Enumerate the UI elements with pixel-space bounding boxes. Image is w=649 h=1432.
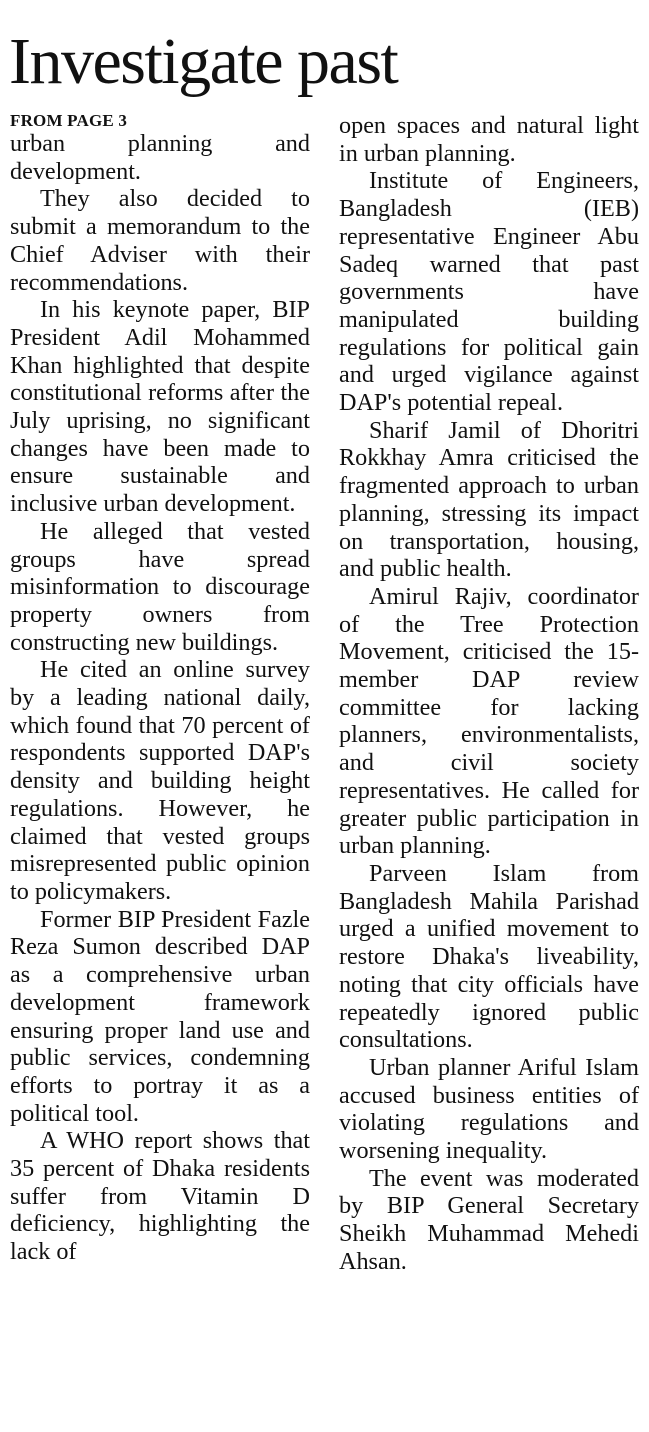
article-column-left: [10, 110, 310, 1266]
paragraph: Sharif Jamil of Dhoritri Rokkhay Amra criticised the fragmented approach to urban planning, stressing its impact on transportation, housing, and public health.: [339, 416, 639, 583]
paragraph: He cited an online survey by a leading national daily, which found that 70 percent of respondents supported DAP's density and building height regulations. However, he claimed that vested groups misrepresented public opinion to policymakers.: [10, 656, 310, 905]
article-column-right: [339, 112, 639, 1276]
paragraph: A WHO report shows that 35 percent of Dhaka residents suffer from Vitamin D deficiency, highlighting the lack of: [10, 1127, 310, 1266]
paragraph: Urban planner Ariful Islam accused business entities of violating regulations and worsening inequality.: [339, 1053, 639, 1165]
paragraph: Former BIP President Fazle Reza Sumon described DAP as a comprehensive urban development framework ensuring proper land use and public services, condemning efforts to portray it as a political tool.: [10, 905, 310, 1127]
paragraph: He alleged that vested groups have spread misinformation to discourage property owners from constructing new buildings.: [10, 517, 310, 656]
continuation-kicker: FROM PAGE 3: [10, 111, 128, 130]
paragraph: urban planning and development.: [10, 130, 310, 185]
paragraph: The event was moderated by BIP General Secretary Sheikh Muhammad Mehedi Ahsan.: [339, 1164, 639, 1275]
paragraph: Amirul Rajiv, coordinator of the Tree Protection Movement, criticised the 15-member DAP review committee for lacking planners, environmentalists, and civil society representatives. He called for greater public participation in urban planning.: [339, 582, 639, 860]
paragraph: In his keynote paper, BIP President Adil Mohammed Khan highlighted that despite constitutional reforms after the July uprising, no significant changes have been made to ensure sustainable and inclusive urban development.: [10, 296, 310, 518]
paragraph: They also decided to submit a memorandum to the Chief Adviser with their recommendations.: [10, 185, 310, 296]
paragraph: open spaces and natural light in urban planning.: [339, 112, 639, 167]
paragraph: Parveen Islam from Bangladesh Mahila Parishad urged a unified movement to restore Dhaka's liveability, noting that city officials have repeatedly ignored public consultations.: [339, 859, 639, 1054]
paragraph: Institute of Engineers, Bangladesh (IEB) representative Engineer Abu Sadeq warned that past governments have manipulated building regulations for political gain and urged vigilance against DAP's potential repeal.: [339, 167, 639, 417]
headline: Investigate past: [9, 25, 398, 98]
